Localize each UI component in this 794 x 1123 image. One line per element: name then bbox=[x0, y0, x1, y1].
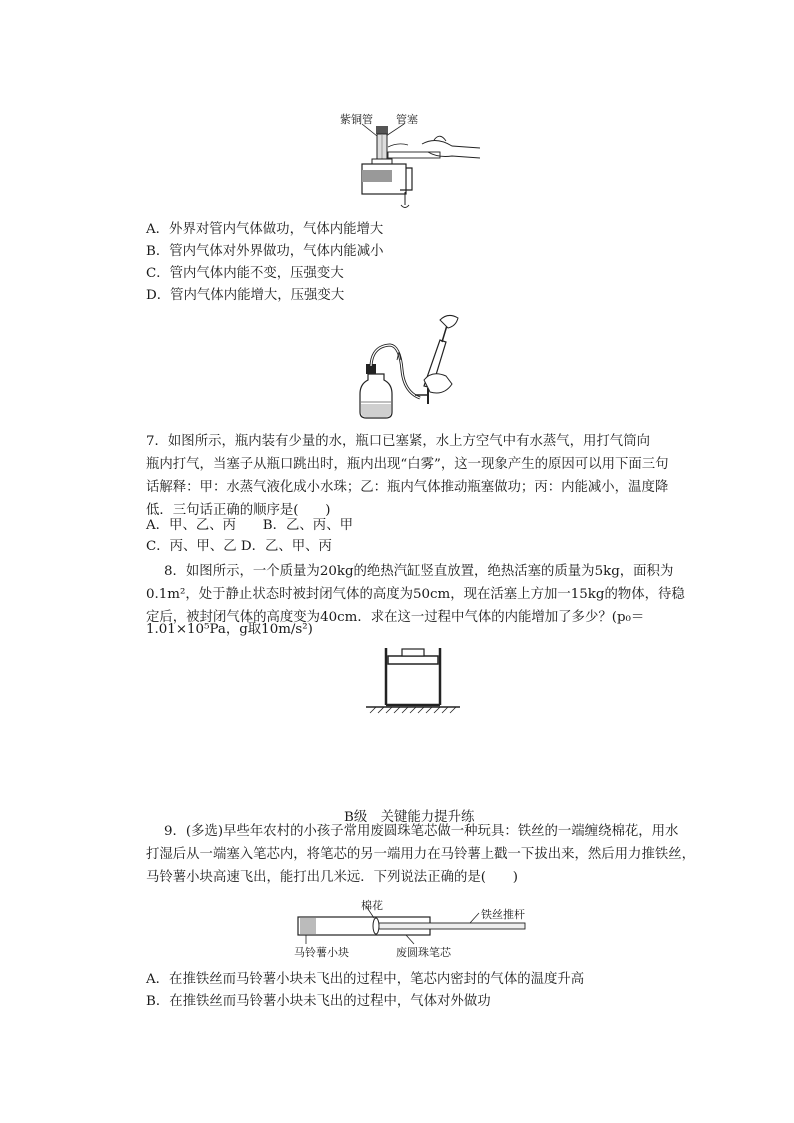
q9-line-3: 马铃薯小块高速飞出，能打出几米远．下列说法正确的是( ) bbox=[146, 870, 518, 885]
q6-option-a: A．外界对管内气体做功，气体内能增大 bbox=[146, 222, 384, 237]
q7-options-cd: C．丙、甲、乙 D．乙、甲、丙 bbox=[146, 539, 332, 554]
potato-label: 马铃薯小块 bbox=[294, 946, 349, 959]
q7-line-3: 话解释：甲：水蒸气液化成小水珠；乙：瓶内气体推动瓶塞做功；丙：内能减小，温度降 bbox=[146, 480, 669, 495]
q8-line-1: 8．如图所示，一个质量为20kg的绝热汽缸竖直放置，绝热活塞的质量为5kg，面积为 bbox=[164, 564, 674, 579]
plug-label: 管塞 bbox=[396, 113, 418, 126]
q7-line-4: 低．三句话正确的顺序是( ) bbox=[146, 503, 331, 518]
q9-option-b: B．在推铁丝而马铃薯小块未飞出的过程中，气体对外做功 bbox=[146, 994, 491, 1009]
q9-line-2: 打湿后从一端塞入笔芯内，将笔芯的另一端用力在马铃薯上戳一下拔出来，然后用力推铁丝， bbox=[146, 847, 696, 862]
q6-option-d: D．管内气体内能增大，压强变大 bbox=[146, 288, 345, 303]
q8-line-2: 0.1m²，处于静止状态时被封闭气体的高度为50cm，现在活塞上方加一15kg的物体，待稳 bbox=[146, 587, 685, 602]
q7-line-1: 7．如图所示，瓶内装有少量的水，瓶口已塞紧，水上方空气中有水蒸气，用打气筒向 bbox=[146, 434, 650, 449]
q8-line-3: 定后，被封闭气体的高度变为40cm．求在这一过程中气体的内能增加了多少？(p₀＝ bbox=[146, 610, 645, 625]
q9-line-1: 9．(多选)早些年农村的小孩子常用废圆珠笔芯做一种玩具：铁丝的一端缠绕棉花，用水 bbox=[164, 824, 679, 839]
q7-options-ab: A．甲、乙、丙 B．乙、丙、甲 bbox=[146, 518, 353, 533]
q7-line-2: 瓶内打气，当塞子从瓶口跳出时，瓶内出现“白雾”，这一现象产生的原因可以用下面三句 bbox=[146, 457, 669, 472]
section-b-heading: B级 关键能力提升练 bbox=[344, 810, 475, 825]
wire-rod-label: 铁丝推杆 bbox=[481, 908, 525, 921]
q6-option-b: B．管内气体对外界做功，气体内能减小 bbox=[146, 244, 384, 259]
q8-line-4: 1.01×10⁵Pa，g取10m/s²) bbox=[146, 622, 313, 637]
tube-label: 紫铜管 bbox=[340, 113, 373, 126]
q9-option-a: A．在推铁丝而马铃薯小块未飞出的过程中，笔芯内密封的气体的温度升高 bbox=[146, 972, 585, 987]
refill-label: 废圆珠笔芯 bbox=[396, 946, 451, 959]
q6-option-c: C．管内气体内能不变，压强变大 bbox=[146, 266, 344, 281]
cotton-label: 棉花 bbox=[361, 899, 383, 912]
